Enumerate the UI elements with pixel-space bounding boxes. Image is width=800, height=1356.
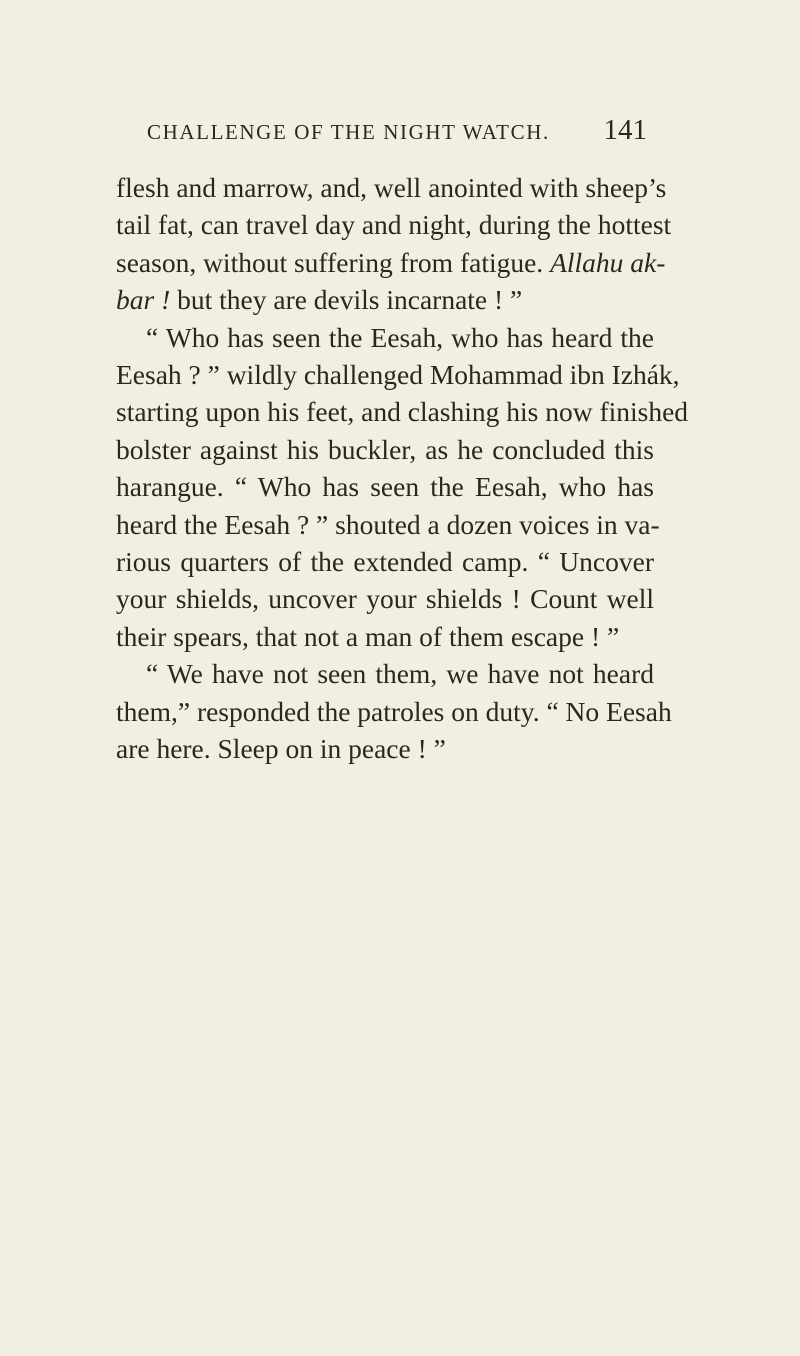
italic-phrase: bar ! [116, 284, 171, 316]
page-number: 141 [603, 114, 647, 146]
text-line: bolster against his buckler, as he concluded this [116, 433, 654, 465]
text-line: “ We have not seen them, we have not heard [146, 658, 654, 690]
text-line: rious quarters of the extended camp. “ Uncover [116, 546, 654, 578]
running-head [115, 114, 653, 154]
text-segment: season, without suffering from fatigue. [116, 246, 544, 278]
body-text [116, 169, 689, 768]
text-line: harangue. “ Who has seen the Eesah, who has [116, 471, 654, 503]
text-line: heard the Eesah ? ” shouted a dozen voices in va- [116, 508, 660, 540]
italic-phrase: Allahu ak- [550, 246, 666, 278]
running-title: CHALLENGE OF THE NIGHT WATCH. [147, 120, 550, 144]
text-line: “ Who has seen the Eesah, who has heard the [146, 321, 654, 353]
text-segment: but they are devils incarnate ! ” [170, 284, 523, 316]
text-line: starting upon his feet, and clashing his now finished [116, 396, 689, 428]
text-line: flesh and marrow, and, well anointed with sheep’s [116, 172, 667, 203]
text-line: your shields, uncover your shields ! Count well [116, 583, 654, 615]
text-line: Eesah ? ” wildly challenged Mohammad ibn Izhák, [116, 359, 680, 391]
text-line: are here. Sleep on in peace ! ” [116, 733, 446, 765]
text-line: tail fat, can travel day and night, during the hottest [116, 209, 672, 241]
text-line [116, 281, 654, 318]
text-line: their spears, that not a man of them escape ! ” [116, 620, 620, 652]
text-line: them,” responded the patroles on duty. “ No Eesah [116, 695, 672, 727]
text-line [116, 244, 666, 281]
